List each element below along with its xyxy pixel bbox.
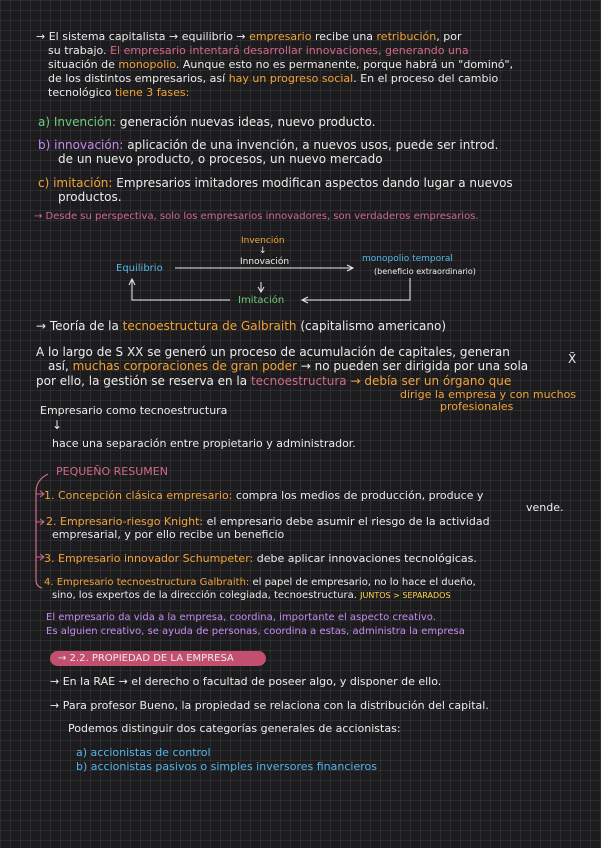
diagram-arrow-down: ↓	[259, 246, 267, 256]
phase-a-label: a) Invención:	[38, 115, 117, 129]
highlight-retribucion: retribución	[376, 30, 437, 43]
resumen-item-4-text: el papel de empresario, no lo hace el dueño,	[249, 577, 476, 588]
diagram-equilibrio: Equilibrio	[116, 263, 163, 274]
intro-text: , por	[436, 30, 462, 43]
resumen-item-1	[44, 489, 483, 503]
galbraith-organo: → debía ser un órgano que	[346, 374, 512, 388]
propiedad-bueno: → Para profesor Bueno, la propiedad se relaciona con la distribución del capital.	[50, 699, 489, 712]
diagram-beneficio: (beneficio extraordinario)	[374, 267, 476, 276]
resumen-item-2-text-2: empresarial, y por ello recibe un beneficio	[52, 528, 285, 541]
highlight-empresario: empresario	[249, 30, 312, 43]
galbraith-title-prefix: → Teoría de la	[36, 319, 123, 333]
resumen-item-1-text: compra los medios de producción, produce y	[232, 489, 484, 502]
highlight-corporaciones: muchas corporaciones de gran poder	[72, 359, 297, 373]
resumen-item-1-label: 1. Concepción clásica empresario:	[44, 489, 233, 502]
galbraith-p5: profesionales	[440, 400, 514, 413]
galbraith-text: así,	[48, 359, 73, 373]
resumen-item-2-text: el empresario debe asumir el riesgo de la actividad	[203, 515, 490, 528]
galbraith-title-highlight: tecnoestructura de Galbraith	[122, 319, 297, 333]
phase-c-text-2: productos.	[58, 190, 122, 204]
highlight-monopolio: monopolio	[118, 58, 176, 71]
separacion-arrow: ↓	[52, 418, 63, 432]
galbraith-text: → no pueden ser dirigida por una sola	[296, 359, 529, 373]
resumen-item-3	[44, 552, 477, 566]
accionistas-pasivos: b) accionistas pasivos o simples inversores financieros	[76, 760, 377, 773]
resumen-item-2	[46, 515, 490, 529]
resumen-item-4-text-2: sino, los expertos de la dirección colegiada, tecnoestructura.	[52, 590, 361, 601]
phase-c-text: Empresarios imitadores modifican aspectos dando lugar a nuevos	[112, 176, 513, 190]
phase-b-label: b) innovación:	[38, 138, 124, 152]
phase-b-text-2: de un nuevo producto, o procesos, un nuevo mercado	[58, 152, 383, 166]
intro-text: . En el proceso del cambio	[353, 72, 499, 85]
intro-text: . Aunque esto no es permanente, porque habrá un "dominó",	[175, 58, 514, 71]
galbraith-text: por ello, la gestión se reserva en la	[36, 374, 251, 388]
resumen-item-2-label: 2. Empresario-riesgo Knight:	[46, 515, 204, 528]
empresario-tecnoestructura: Empresario como tecnoestructura	[40, 404, 228, 417]
intro-text: de los distintos empresarios, así	[48, 72, 229, 85]
resumen-item-4-line-2	[52, 589, 451, 603]
phase-b-text: aplicación de una invención, a nuevos usos, puede ser introd.	[123, 138, 499, 152]
resumen-title: PEQUEÑO RESUMEN	[56, 465, 168, 478]
resumen-item-4	[44, 576, 476, 590]
intro-text: → El sistema capitalista → equilibrio →	[36, 30, 250, 43]
diagram-imitacion: Imitación	[238, 295, 285, 306]
resumen-item-3-text: debe aplicar innovaciones tecnológicas.	[253, 552, 477, 565]
intro-text: su trabajo.	[48, 44, 111, 57]
galbraith-title-suffix: (capitalismo americano)	[296, 319, 447, 333]
juntos-separados: JUNTOS > SEPARADOS	[360, 591, 451, 600]
galbraith-x-mark: X̃	[568, 352, 577, 366]
resumen-item-1-vende: vende.	[526, 501, 564, 514]
highlight-innovaciones: El empresario intentará desarrollar innovaciones, generando una	[110, 44, 469, 57]
galbraith-p4: dirige la empresa y con muchos	[400, 388, 577, 401]
highlight-progreso-social: hay un progreso social	[228, 72, 354, 85]
galbraith-p1: A lo largo de S XX se generó un proceso de acumulación de capitales, generan	[36, 345, 510, 359]
phase-c-label: c) imitación:	[38, 176, 113, 190]
highlight-tres-fases: tiene 3 fases:	[114, 86, 190, 99]
resumen-item-4-label: 4. Empresario tecnoestructura Galbraith:	[44, 577, 250, 588]
resumen-conclusion-1: El empresario da vida a la empresa, coordina, importante el aspecto creativo.	[46, 612, 436, 623]
propiedad-rae: → En la RAE → el derecho o facultad de poseer algo, y disponer de ello.	[50, 675, 442, 688]
diagram-monopolio: monopolio temporal	[362, 254, 453, 264]
diagram-invencion: Invención	[241, 236, 285, 246]
intro-text: situación de	[48, 58, 119, 71]
highlight-tecnoestructura: tecnoestructura	[250, 374, 347, 388]
separacion-text: hace una separación entre propietario y administrador.	[52, 437, 356, 450]
resumen-conclusion-2: Es alguien creativo, se ayuda de personas, coordina a estas, administra la empresa	[46, 626, 465, 637]
perspective-note: → Desde su perspectiva, solo los empresarios innovadores, son verdaderos empresarios.	[34, 211, 479, 222]
intro-text: recibe una	[311, 30, 377, 43]
propiedad-categorias: Podemos distinguir dos categorías generales de accionistas:	[68, 722, 401, 735]
phase-a-text: generación nuevas ideas, nuevo producto.	[116, 115, 376, 129]
accionistas-control: a) accionistas de control	[76, 746, 211, 759]
diagram-innovacion: Innovación	[240, 257, 290, 267]
resumen-item-3-label: 3. Empresario innovador Schumpeter:	[44, 552, 254, 565]
intro-text: tecnológico	[48, 86, 115, 99]
propiedad-title: → 2.2. PROPIEDAD DE LA EMPRESA	[58, 653, 234, 664]
